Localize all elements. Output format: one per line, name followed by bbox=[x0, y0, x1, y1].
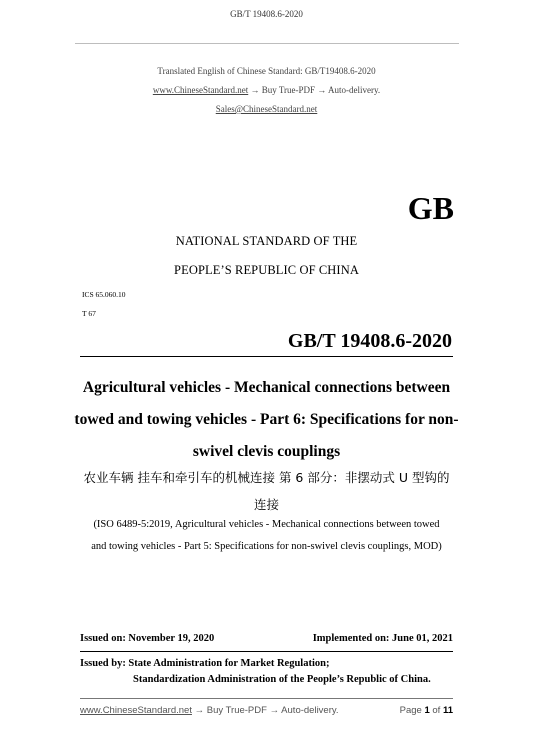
footer-buy-text: → Buy True-PDF → Auto-delivery. bbox=[191, 705, 339, 716]
ics-code: ICS 65.060.10 bbox=[82, 290, 126, 299]
sales-email-link[interactable]: Sales@ChineseStandard.net bbox=[215, 104, 318, 114]
title-en-line2: towed and towing vehicles - Part 6: Specifications for non- bbox=[74, 411, 459, 428]
dates-rule bbox=[80, 651, 453, 652]
title-rule bbox=[80, 356, 453, 357]
issued-by-line2: Standardization Administration of the People’s Republic of China. bbox=[133, 674, 431, 685]
header-divider bbox=[75, 43, 459, 44]
issued-by-line1: Issued by: State Administration for Market Regulation; bbox=[80, 658, 330, 669]
buy-notice-text: → Buy True-PDF → Auto-delivery. bbox=[248, 85, 381, 95]
running-header: GB/T 19408.6-2020 bbox=[230, 9, 303, 19]
page-total: 11 bbox=[442, 705, 453, 716]
title-cn-line1: 农业车辆 挂车和牵引车的机械连接 第 6 部分：非摆动式 U 型钩的 bbox=[83, 470, 450, 485]
issued-on-date: Issued on: November 19, 2020 bbox=[80, 633, 215, 644]
standard-number: GB/T 19408.6-2020 bbox=[287, 330, 452, 352]
national-standard-line1: NATIONAL STANDARD OF THE bbox=[175, 234, 358, 248]
issued-by bbox=[80, 656, 431, 688]
page-of: of bbox=[432, 705, 441, 716]
gb-logo: GB bbox=[407, 190, 454, 226]
title-en-line1: Agricultural vehicles - Mechanical connections between bbox=[82, 379, 451, 396]
iso-ref-line2: and towing vehicles - Part 5: Specifications for non-swivel clevis couplings, MOD) bbox=[91, 541, 442, 552]
page-footer bbox=[80, 705, 453, 716]
iso-ref-line1: (ISO 6489-5:2019, Agricultural vehicles - Mechanical connections between towed bbox=[93, 519, 440, 530]
title-en-line3: swivel clevis couplings bbox=[192, 443, 341, 460]
title-cn-line2: 连接 bbox=[253, 497, 279, 512]
translation-notice: Translated English of Chinese Standard: GB/T19408.6-2020 bbox=[157, 66, 376, 76]
chinese-standard-link[interactable]: www.ChineseStandard.net bbox=[152, 85, 249, 95]
national-standard-line2: PEOPLE’S REPUBLIC OF CHINA bbox=[174, 263, 359, 277]
dates-row bbox=[80, 633, 453, 644]
classification-code: T 67 bbox=[82, 309, 96, 318]
page-indicator bbox=[400, 705, 453, 716]
buy-notice bbox=[0, 85, 533, 95]
footer-divider bbox=[80, 698, 453, 699]
iso-reference bbox=[70, 514, 463, 558]
email-line bbox=[0, 104, 533, 114]
footer-site-link[interactable]: www.ChineseStandard.net bbox=[80, 705, 192, 716]
title-chinese bbox=[70, 464, 463, 518]
implemented-on-date: Implemented on: June 01, 2021 bbox=[312, 633, 453, 644]
title-english bbox=[70, 372, 463, 468]
page-label: Page bbox=[399, 705, 422, 716]
page-current: 1 bbox=[424, 705, 430, 716]
